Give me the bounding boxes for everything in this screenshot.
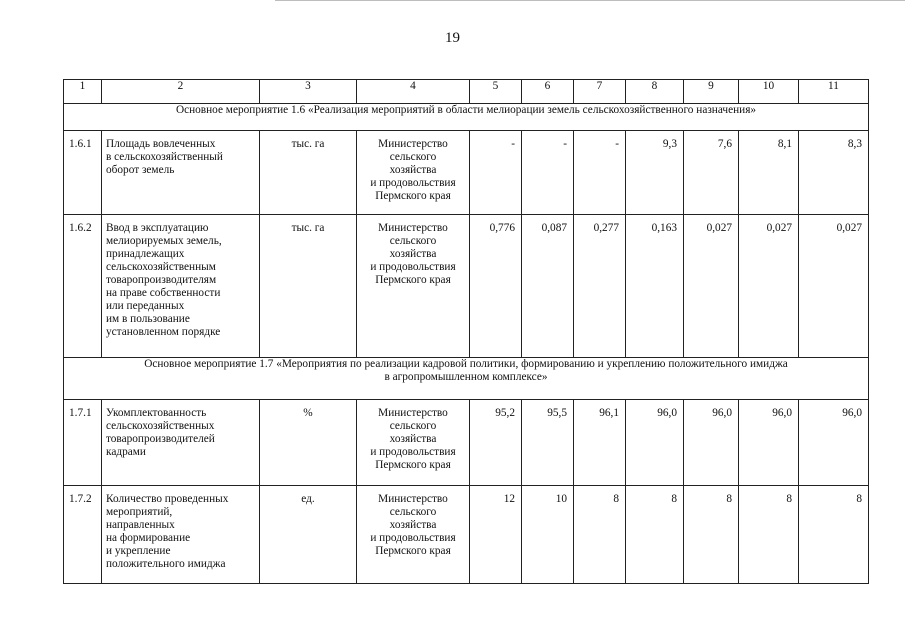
header-row (64, 80, 869, 104)
table-row (64, 486, 869, 584)
page-number: 19 (445, 30, 460, 46)
value-cell: 8,3 (799, 131, 869, 215)
value-cell: 0,087 (522, 215, 574, 358)
value-cell: 96,0 (739, 400, 799, 486)
value-cell: 10 (522, 486, 574, 584)
indicator-name: Укомплектованность сельскохозяйственных товаропроизводителей кадрами (102, 400, 260, 486)
value-cell: 9,3 (626, 131, 684, 215)
value-cell: 96,1 (574, 400, 626, 486)
section-title: Основное мероприятие 1.7 «Мероприятия по реализации кадровой политики, формированию и укреплению положительного имиджа в агропромышленном комплексе» (64, 358, 869, 400)
header-cell: 5 (470, 80, 522, 104)
header-cell: 10 (739, 80, 799, 104)
value-cell: 12 (470, 486, 522, 584)
value-cell: 95,2 (470, 400, 522, 486)
value-cell: 8 (574, 486, 626, 584)
table-row (64, 215, 869, 358)
header-cell: 2 (102, 80, 260, 104)
unit: % (260, 400, 357, 486)
value-cell: 8 (739, 486, 799, 584)
row-number: 1.6.2 (64, 215, 102, 358)
unit: тыс. га (260, 215, 357, 358)
unit: ед. (260, 486, 357, 584)
value-cell: 8 (799, 486, 869, 584)
indicator-name: Количество проведенных мероприятий, направленных на формирование и укрепление положительного имиджа (102, 486, 260, 584)
value-cell: 0,163 (626, 215, 684, 358)
value-cell: 0,027 (799, 215, 869, 358)
header-cell: 6 (522, 80, 574, 104)
section-title: Основное мероприятие 1.6 «Реализация мероприятий в области мелиорации земель сельскохозяйственного назначения» (64, 104, 869, 131)
executor: Министерство сельского хозяйства и продовольствия Пермского края (357, 215, 470, 358)
value-cell: - (574, 131, 626, 215)
row-number: 1.7.2 (64, 486, 102, 584)
value-cell: 0,027 (684, 215, 739, 358)
header-cell: 1 (64, 80, 102, 104)
section-row (64, 358, 869, 400)
value-cell: 96,0 (799, 400, 869, 486)
header-cell: 3 (260, 80, 357, 104)
value-cell: 7,6 (684, 131, 739, 215)
value-cell: 0,776 (470, 215, 522, 358)
value-cell: 8 (684, 486, 739, 584)
value-cell: 96,0 (626, 400, 684, 486)
header-cell: 9 (684, 80, 739, 104)
header-cell: 7 (574, 80, 626, 104)
table-row (64, 131, 869, 215)
value-cell: 0,277 (574, 215, 626, 358)
top-rule (275, 0, 905, 1)
value-cell: 8 (626, 486, 684, 584)
indicators-table (63, 79, 869, 584)
section-row (64, 104, 869, 131)
indicator-name: Площадь вовлеченных в сельскохозяйственный оборот земель (102, 131, 260, 215)
header-cell: 4 (357, 80, 470, 104)
executor: Министерство сельского хозяйства и продовольствия Пермского края (357, 486, 470, 584)
value-cell: 96,0 (684, 400, 739, 486)
row-number: 1.6.1 (64, 131, 102, 215)
indicator-name: Ввод в эксплуатацию мелиорируемых земель, принадлежащих сельскохозяйственным товаропроизводителям на праве собственности или переданных им в пользование установленном порядке (102, 215, 260, 358)
unit: тыс. га (260, 131, 357, 215)
value-cell: 0,027 (739, 215, 799, 358)
value-cell: - (522, 131, 574, 215)
executor: Министерство сельского хозяйства и продовольствия Пермского края (357, 400, 470, 486)
header-cell: 8 (626, 80, 684, 104)
value-cell: 8,1 (739, 131, 799, 215)
value-cell: 95,5 (522, 400, 574, 486)
value-cell: - (470, 131, 522, 215)
table-row (64, 400, 869, 486)
header-cell: 11 (799, 80, 869, 104)
executor: Министерство сельского хозяйства и продовольствия Пермского края (357, 131, 470, 215)
row-number: 1.7.1 (64, 400, 102, 486)
